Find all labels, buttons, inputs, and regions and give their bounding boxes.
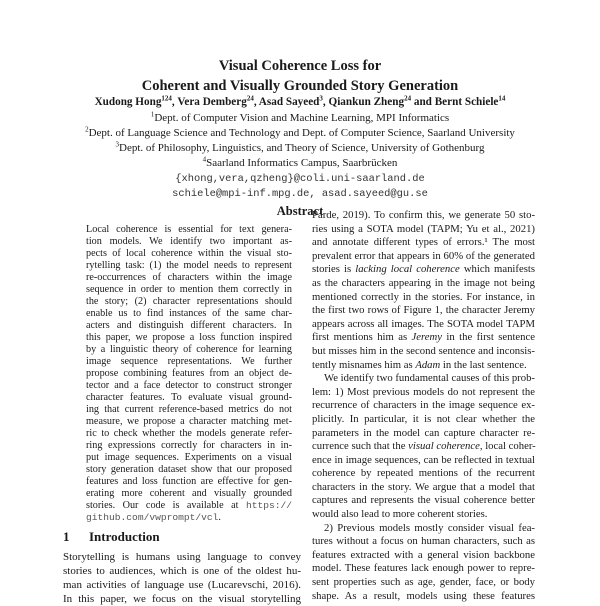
text-line: [86, 500, 292, 512]
text-line: We identify two fundamental causes of this prob-: [324, 372, 535, 385]
text-span: first mentions him as: [312, 331, 412, 344]
code-link[interactable]: github.com/vwprompt/vcl: [86, 512, 219, 523]
text-line: image sequence representations. We further: [86, 356, 292, 367]
text-line: prevalent error that appears in 60% of the generated: [312, 249, 535, 262]
author-name: Qiankun Zheng: [328, 96, 405, 108]
text-line: man activities of language use (Lucarevschi, 2016).: [63, 579, 301, 591]
text-line: [312, 440, 535, 454]
text-line: propose combining features from an object de-: [86, 368, 292, 379]
emphasis: Jeremy: [411, 331, 443, 344]
author-name: Vera Demberg: [177, 96, 247, 108]
text-line: as the characters appearing in the image not being: [312, 276, 535, 289]
abstract-body: [86, 224, 292, 524]
emphasis: lacking local coherence: [355, 263, 460, 276]
text-line: [312, 263, 535, 277]
text-line: appears across all images. The SOTA model TAPM: [312, 317, 535, 330]
text-line: tures without a focus on human characters, such as: [312, 535, 535, 548]
text-line: acters and distinguish different characters. In: [86, 320, 292, 331]
text-line: tector and a face detector to construct stronger: [86, 380, 292, 391]
text-line: and annotate different types of errors.¹ The most: [312, 236, 535, 249]
abstract-heading: Abstract: [276, 204, 324, 218]
affiliation-mark: 2: [85, 125, 89, 134]
text-line: ring expressions correctly for characters in in-: [86, 440, 292, 451]
affiliation-line: [0, 157, 600, 169]
text-line: Parde, 2019). To confirm this, we generate 50 sto-: [312, 209, 535, 221]
text-line: would also lead to more coherent stories.: [312, 508, 488, 521]
text-line: Local coherence is essential for text genera-: [86, 224, 292, 235]
author-separator: ,: [171, 96, 178, 108]
text-line: ence in image sequences, can be reflected in textual: [312, 453, 535, 466]
affiliation-line: [0, 142, 600, 154]
affiliation-mark: 3: [115, 140, 119, 149]
text-line: tion models. We identify two important as-: [86, 236, 292, 247]
author-name: Bernt Schiele: [434, 96, 499, 108]
affiliation-mark: 4: [202, 155, 207, 164]
author-name: Xudong Hong: [94, 96, 162, 108]
text-line: but misses him in the second sentence and inconsis-: [312, 344, 535, 357]
affiliation-mark: 1: [150, 110, 155, 119]
author-affiliation-marks: 24: [246, 94, 254, 103]
text-line: erating more coherent and visually grounded: [86, 488, 292, 499]
text-span: currence such that the: [312, 440, 409, 453]
text-span: in the last sentence.: [440, 358, 527, 371]
text-line: story generation dataset show that our proposed: [86, 464, 292, 475]
affiliation-text: Dept. of Language Science and Technology and Dept. of Computer Science, Saarland University: [88, 127, 515, 139]
affiliation-text: Dept. of Philosophy, Linguistics, and Theory of Science, University of Gothenburg: [119, 142, 485, 154]
text-line: features and loss function are effective for gen-: [86, 476, 292, 487]
section-heading-introduction: [63, 529, 160, 545]
author-list: [0, 96, 600, 108]
text-line: plicitly. In particular, it is not clear whether the: [312, 412, 535, 425]
text-line: the story; (2) character representations should: [86, 296, 292, 307]
text-line: ric to check whether the models generate refer-: [86, 428, 292, 439]
author-name: Asad Sayeed: [258, 96, 320, 108]
text-line: recurrence of characters in the image sequence ex-: [312, 399, 535, 412]
emphasis: Adam: [415, 358, 441, 371]
author-affiliation-marks: 3: [319, 94, 323, 103]
text-line: sequence in order to mention them correctly in: [86, 284, 292, 295]
text-span: tently misnames him as: [312, 358, 416, 371]
text-line: model. These features lack enough power to repre-: [312, 562, 535, 575]
right-column-body: [312, 209, 535, 603]
text-line: measure, we propose a character matching met-: [86, 416, 292, 427]
text-line: ing that current reference-based metrics do not: [86, 404, 292, 415]
introduction-body: [63, 550, 301, 606]
author-affiliation-marks: 14: [498, 94, 506, 103]
text-line: by a linguistic theory of coherence for learning: [86, 344, 292, 355]
text-line: the first two rows of Figure 1, the character Jeremy: [312, 304, 535, 317]
text-line: this paper, we propose a loss function inspired: [86, 332, 292, 343]
affiliation-text: Dept. of Computer Vision and Machine Learning, MPI Informatics: [154, 112, 450, 124]
text-line: put image sequences. Experiments on a visual: [86, 452, 292, 463]
text-line: In this paper, we focus on the visual storytelling: [63, 593, 301, 605]
text-line: characters in the story. We argue that a model that: [312, 480, 535, 493]
author-separator: ,: [253, 96, 259, 108]
text-line: lem: 1) Most previous models do not represent the: [312, 385, 535, 398]
text-line: parameters in the model can capture character re-: [312, 426, 535, 439]
text-line: ries using a SOTA model (TAPM; Yu et al., 2021): [312, 222, 535, 235]
text-line: re-occurrences of characters within the image: [86, 272, 292, 283]
text-line: features extracted with a general vision backbone: [312, 548, 535, 561]
text-span: .: [218, 512, 221, 523]
author-affiliation-marks: 24: [404, 94, 412, 103]
text-line: [312, 359, 535, 373]
text-line: [312, 331, 535, 345]
author-affiliation-marks: 124: [161, 94, 172, 103]
author-separator: and: [411, 96, 435, 108]
text-line: character features. To evaluate visual ground-: [86, 392, 292, 403]
code-link[interactable]: https://: [245, 500, 292, 511]
text-line: [86, 512, 292, 524]
text-line: sent properties such as age, gender, face, or body: [312, 576, 535, 589]
text-line: coherence by repeated mentions of the recurrent: [312, 467, 535, 480]
text-line: enable us to find instances of the same char-: [86, 308, 292, 319]
author-separator: ,: [322, 96, 329, 108]
text-span: , local coher-: [479, 440, 536, 453]
text-line: shape. As a result, models using these features: [312, 589, 535, 602]
affiliation-text: Saarland Informatics Campus, Saarbrücken: [206, 157, 398, 169]
section-title: Introduction: [89, 529, 160, 544]
section-number: 1: [63, 529, 70, 544]
text-line: rytelling task: (1) the model needs to represent: [86, 260, 292, 271]
text-span: in the first sentence: [442, 331, 535, 344]
paper-title-line-1: Visual Coherence Loss for: [218, 58, 382, 74]
email-line-2: schiele@mpi-inf.mpg.de, asad.sayeed@gu.se: [172, 188, 428, 200]
affiliation-line: [0, 112, 600, 124]
emphasis: visual coherence: [408, 440, 480, 453]
text-line: Storytelling is humans using language to convey: [63, 551, 301, 563]
email-line-1: {xhong,vera,qzheng}@coli.uni-saarland.de: [175, 173, 425, 185]
text-line: stories to audiences, which is one of the oldest hu-: [63, 565, 301, 577]
text-line: captures and represents the visual coherence better: [312, 494, 535, 507]
text-line: pects of local coherence within the visual sto-: [86, 248, 292, 259]
text-span: which manifests: [459, 263, 535, 276]
text-line: mentioned correctly in the stories. For instance, in: [312, 290, 535, 303]
text-line: 2) Previous models mostly consider visual fea-: [324, 521, 535, 534]
text-span: stories. Our code is available at: [86, 500, 246, 511]
paper-title-line-2: Coherent and Visually Grounded Story Generation: [141, 78, 459, 94]
affiliation-line: [0, 127, 600, 139]
text-span: stories is: [312, 263, 356, 276]
